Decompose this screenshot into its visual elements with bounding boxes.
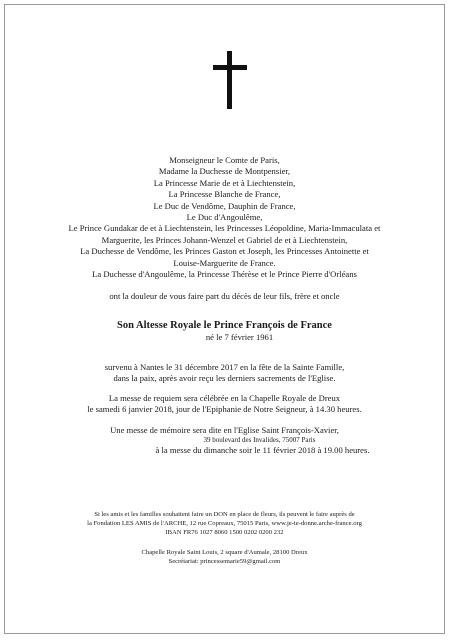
- deceased-title: Son Altesse Royale le Prince François de France: [117, 320, 332, 331]
- birth-date: né le 7 février 1961: [205, 332, 274, 342]
- memorial-address: 39 boulevard des Invalides, 75007 Paris: [203, 436, 316, 444]
- family-names: [5, 155, 444, 280]
- donation-info: [5, 510, 444, 538]
- death-line: survenu à Nantes le 31 décembre 2017 en la fête de la Sainte Famille,: [104, 362, 345, 372]
- obituary-card: [4, 4, 445, 634]
- family-line: Madame la Duchesse de Montpensier,: [158, 166, 291, 177]
- memorial-mass: [5, 425, 444, 456]
- family-line: La Duchesse d'Angoulême, la Princesse Thérèse et le Prince Pierre d'Orléans: [92, 269, 357, 280]
- family-line: Monseigneur le Comte de Paris,: [169, 155, 280, 165]
- family-line: Le Prince Gundakar de et à Liechtenstein, les Princesses Léopoldine, Maria-Immaculata et: [68, 223, 381, 234]
- family-line: La Princesse Blanche de France,: [168, 189, 281, 200]
- contact-address: [5, 548, 444, 566]
- requiem-mass: [5, 393, 444, 415]
- family-line: Le Duc de Vendôme, Dauphin de France,: [153, 200, 296, 211]
- donation-line: IBAN FR76 1027 8060 1500 0202 0200 232: [165, 529, 284, 537]
- death-line: dans la paix, après avoir reçu les derniers sacrements de l'Eglise.: [113, 373, 336, 383]
- address-line: Chapelle Royale Saint Louis, 2 square d'Aumale, 28100 Dreux: [141, 549, 308, 556]
- family-line: La Princesse Marie de et à Liechtenstein,: [153, 177, 296, 188]
- address-line: Secrétariat: princessemarie59@gmail.com: [168, 558, 281, 566]
- family-line: Louise-Marguerite de France.: [173, 257, 276, 268]
- announcement: ont la douleur de vous faire part du décès de leur fils, frère et oncle: [109, 291, 340, 301]
- memorial-line: Une messe de mémoire sera dite en l'Eglise Saint François-Xavier,: [110, 425, 339, 435]
- memorial-line: à la messe du dimanche soir le 11 février 2018 à 19.00 heures.: [155, 445, 370, 455]
- mass-line: le samedi 6 janvier 2018, jour de l'Epiphanie de Notre Seigneur, à 14.30 heures.: [87, 404, 362, 414]
- family-line: Marguerite, les Princes Johann-Wenzel et Gabriel de et à Liechtenstein,: [101, 234, 348, 245]
- cross-icon: [213, 51, 247, 109]
- family-line: La Duchesse de Vendôme, les Princes Gaston et Joseph, les Princesses Antoinette et: [80, 246, 369, 257]
- family-line: Le Duc d'Angoulême,: [186, 212, 263, 223]
- mass-line: La messe de requiem sera célébrée en la Chapelle Royale de Dreux: [108, 393, 341, 403]
- donation-line: la Fondation LES AMIS de l'ARCHE, 12 rue Copreaux, 75015 Paris, www.je-te-donne.arche-france.org: [87, 520, 362, 528]
- donation-line: Si les amis et les familles souhaitent faire un DON en place de fleurs, ils peuvent le faire auprès de: [94, 511, 355, 518]
- death-notice: [5, 362, 444, 384]
